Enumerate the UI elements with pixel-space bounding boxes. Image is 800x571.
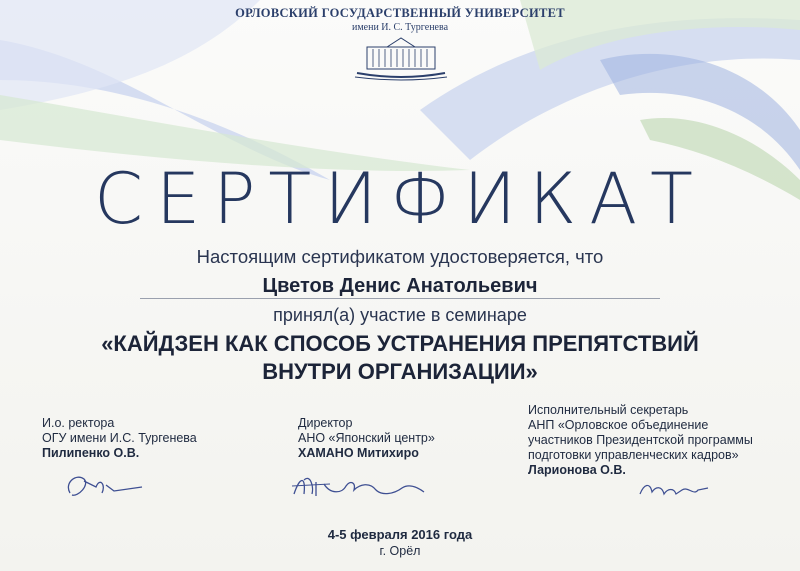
signatory-secretary	[528, 403, 793, 478]
certificate-title: СЕРТИФИКАТ	[94, 158, 706, 240]
handwritten-signature-director	[290, 472, 440, 506]
signatory-director	[298, 416, 518, 461]
signatory-position: АНП «Орловское объединение	[528, 418, 709, 432]
handwritten-signature-rector	[62, 465, 152, 505]
signatory-name: Ларионова О.В.	[528, 463, 626, 477]
university-subtitle: имени И. С. Тургенева	[351, 22, 449, 33]
signatory-position: ОГУ имени И.С. Тургенева	[42, 431, 197, 445]
university-building-emblem-icon	[349, 33, 453, 81]
signatory-position: АНО «Японский центр»	[298, 431, 435, 445]
event-city: г. Орёл	[379, 544, 421, 558]
signatory-name: ХАМАНО Митихиро	[298, 446, 419, 460]
signatory-position: участников Президентской программы	[528, 433, 753, 447]
event-date: 4-5 февраля 2016 года	[327, 527, 473, 542]
seminar-title	[0, 330, 800, 386]
recipient-underline	[140, 298, 660, 299]
participation-text: принял(а) участие в семинаре	[273, 305, 527, 325]
signatory-name: Пилипенко О.В.	[42, 446, 140, 460]
signatory-position: И.о. ректора	[42, 416, 115, 430]
signatory-rector	[42, 416, 272, 461]
university-name: ОРЛОВСКИЙ ГОСУДАРСТВЕННЫЙ УНИВЕРСИТЕТ	[235, 6, 565, 20]
signatory-position: Директор	[298, 416, 353, 430]
intro-text: Настоящим сертификатом удостоверяется, что	[196, 246, 604, 267]
seminar-title-line-1: «КАЙДЗЕН КАК СПОСОБ УСТРАНЕНИЯ ПРЕПЯТСТВИЙ	[101, 331, 699, 356]
recipient-name: Цветов Денис Анатольевич	[262, 275, 538, 297]
signatory-position: подготовки управленческих кадров»	[528, 448, 739, 462]
handwritten-signature-secretary	[636, 476, 712, 502]
signatory-position: Исполнительный секретарь	[528, 403, 689, 417]
seminar-title-line-2: ВНУТРИ ОРГАНИЗАЦИИ»	[262, 359, 538, 384]
